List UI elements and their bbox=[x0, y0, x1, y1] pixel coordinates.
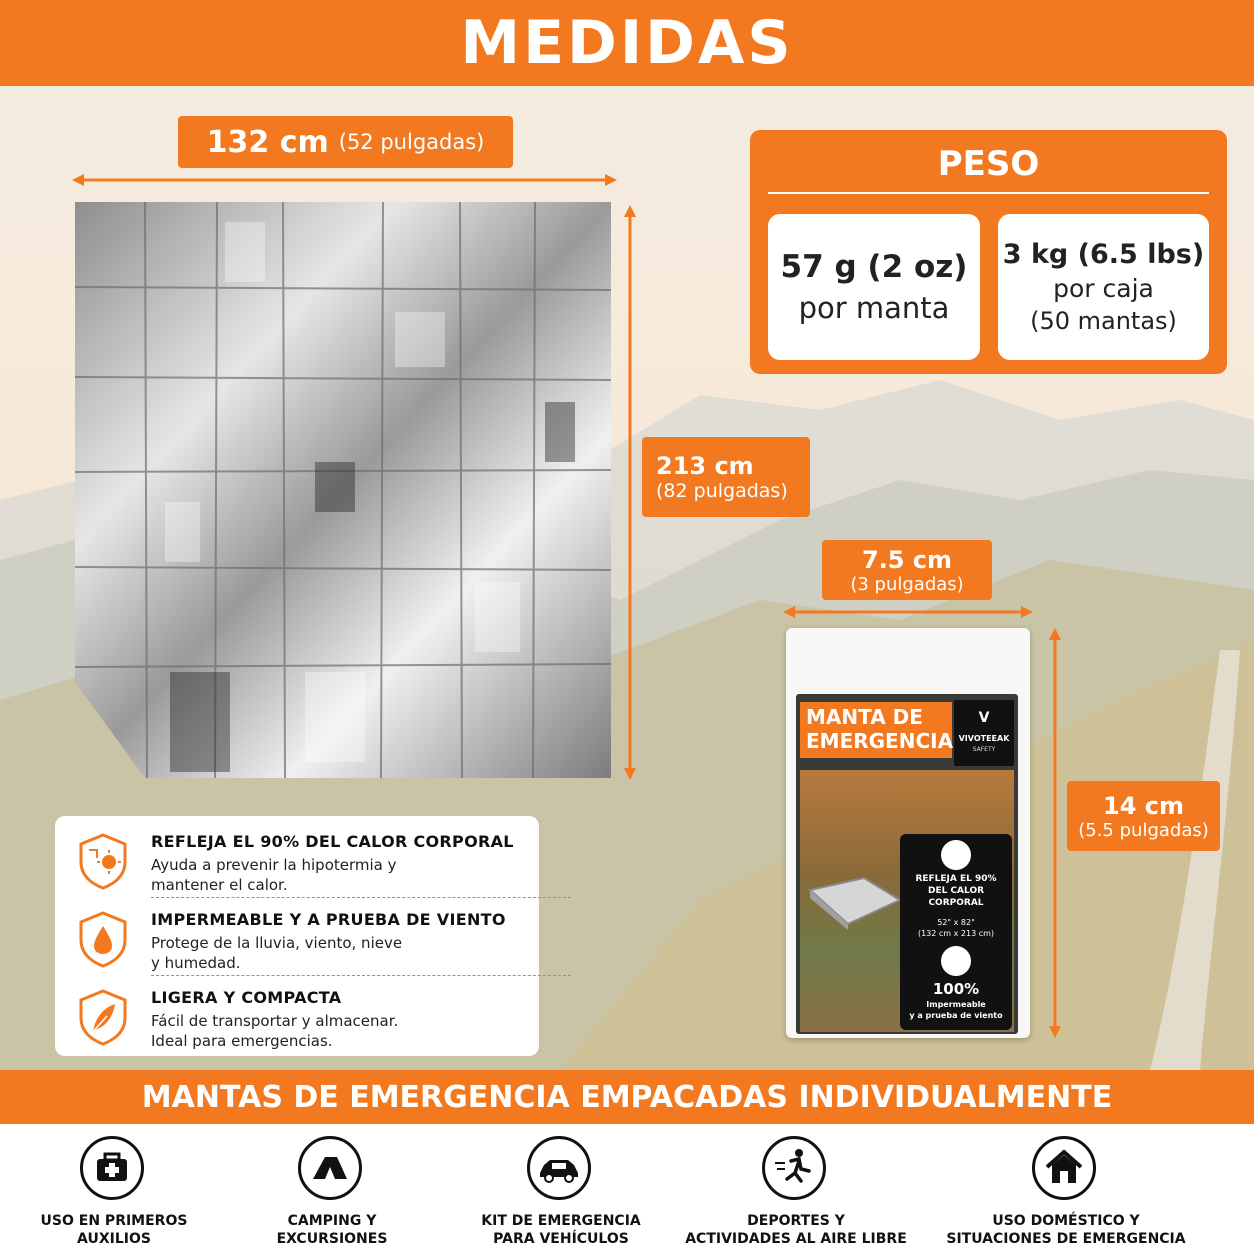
use-label-camping-line-1: CAMPING Y bbox=[287, 1213, 377, 1229]
use-label-sports bbox=[676, 1212, 916, 1248]
use-cases-row bbox=[0, 1124, 1254, 1254]
sun-shield-icon bbox=[77, 832, 129, 890]
feature-desc-light-line-2: Ideal para emergencias. bbox=[151, 1032, 333, 1050]
weight-per-box-count: (50 mantas) bbox=[1030, 307, 1177, 335]
brand-mark-icon: V bbox=[978, 710, 990, 726]
blanket-width-label bbox=[178, 116, 513, 168]
badge-water-1: Impermeable bbox=[926, 1000, 986, 1009]
brand-sub: SAFETY bbox=[972, 746, 996, 753]
use-label-home-line-2: SITUACIONES DE EMERGENCIA bbox=[946, 1231, 1186, 1247]
use-label-home-line-1: USO DOMÉSTICO Y bbox=[992, 1213, 1140, 1229]
water-drop-icon bbox=[77, 910, 129, 968]
weight-title: PESO bbox=[937, 144, 1040, 184]
weight-per-blanket-label: por manta bbox=[798, 291, 950, 325]
weight-panel bbox=[750, 130, 1227, 374]
package-title-box bbox=[800, 702, 952, 758]
weight-per-box-card bbox=[998, 214, 1209, 360]
use-item-vehicle bbox=[441, 1124, 681, 1254]
package-title-line-1: MANTA DE bbox=[806, 705, 923, 729]
use-item-sports bbox=[676, 1124, 916, 1254]
house-icon bbox=[1032, 1136, 1096, 1200]
brand-name: VIVOTEEAK bbox=[958, 734, 1010, 743]
package-height-value: 14 cm bbox=[1103, 791, 1184, 820]
brand-logo bbox=[954, 700, 1014, 766]
feature-desc-waterproof bbox=[151, 933, 511, 973]
weight-per-blanket-value: 57 g (2 oz) bbox=[780, 249, 968, 285]
badge-size-2: (132 cm x 213 cm) bbox=[917, 929, 995, 938]
feature-desc-waterproof-line-2: y humedad. bbox=[151, 954, 241, 972]
car-icon bbox=[527, 1136, 591, 1200]
title-banner bbox=[0, 0, 1254, 86]
water-badge-icon bbox=[941, 946, 971, 976]
use-label-home bbox=[946, 1212, 1186, 1248]
badge-size-1: 52" x 82" bbox=[937, 918, 975, 927]
badge-line-1: REFLEJA EL 90% bbox=[915, 874, 997, 884]
package-height-label bbox=[1067, 781, 1220, 851]
package-height-inches: (5.5 pulgadas) bbox=[1078, 819, 1209, 841]
page-title: MEDIDAS bbox=[460, 8, 794, 78]
feature-desc-waterproof-line-1: Protege de la lluvia, viento, nieve bbox=[151, 934, 403, 952]
feature-item-light bbox=[55, 982, 539, 1058]
feature-desc-reflect-line-1: Ayuda a prevenir la hipotermia y bbox=[151, 856, 397, 874]
feather-icon bbox=[77, 988, 129, 1046]
weight-per-box-label: por caja bbox=[1053, 274, 1154, 303]
reflect-badge-icon bbox=[941, 840, 971, 870]
feature-item-waterproof bbox=[55, 904, 539, 980]
blanket-width-arrow-icon bbox=[72, 170, 617, 190]
package-badge bbox=[900, 834, 1012, 1030]
features-card bbox=[55, 816, 539, 1056]
blanket-height-arrow-icon bbox=[620, 205, 640, 780]
first-aid-kit-icon bbox=[80, 1136, 144, 1200]
package-width-label bbox=[822, 540, 992, 600]
feature-divider bbox=[151, 975, 571, 976]
package-width-inches: (3 pulgadas) bbox=[850, 573, 964, 595]
package-label-card bbox=[796, 694, 1018, 1034]
package-title-line-2: EMERGENCIA bbox=[806, 729, 954, 753]
runner-icon bbox=[762, 1136, 826, 1200]
emergency-blanket-image bbox=[75, 202, 611, 778]
tent-icon bbox=[298, 1136, 362, 1200]
use-label-first-aid-line-2: AUXILIOS bbox=[77, 1231, 151, 1247]
use-item-camping bbox=[212, 1124, 452, 1254]
use-label-first-aid-line-1: USO EN PRIMEROS bbox=[40, 1213, 188, 1229]
blanket-width-value: 132 cm bbox=[206, 124, 329, 160]
use-item-first-aid bbox=[0, 1124, 234, 1254]
use-label-vehicle-line-1: KIT DE EMERGENCIA bbox=[481, 1213, 641, 1229]
use-label-sports-line-2: ACTIVIDADES AL AIRE LIBRE bbox=[685, 1231, 907, 1247]
bottom-banner bbox=[0, 1070, 1254, 1124]
package-image bbox=[786, 628, 1030, 1038]
feature-desc-light-line-1: Fácil de transportar y almacenar. bbox=[151, 1012, 399, 1030]
weight-per-blanket-card bbox=[768, 214, 980, 360]
package-width-value: 7.5 cm bbox=[861, 545, 953, 574]
feature-divider bbox=[151, 897, 571, 898]
folded-blanket-icon bbox=[804, 872, 904, 932]
blanket-height-inches: (82 pulgadas) bbox=[656, 480, 788, 502]
badge-line-2: DEL CALOR bbox=[927, 886, 985, 896]
use-item-home bbox=[946, 1124, 1186, 1254]
feature-desc-reflect bbox=[151, 855, 511, 895]
blanket-width-inches: (52 pulgadas) bbox=[338, 130, 485, 154]
feature-title-waterproof: IMPERMEABLE Y A PRUEBA DE VIENTO bbox=[151, 910, 506, 929]
use-label-vehicle-line-2: PARA VEHÍCULOS bbox=[493, 1231, 629, 1247]
feature-title-light: LIGERA Y COMPACTA bbox=[151, 988, 342, 1007]
feature-title-reflect: REFLEJA EL 90% DEL CALOR CORPORAL bbox=[151, 832, 514, 851]
use-label-first-aid bbox=[0, 1212, 234, 1248]
badge-water-2: y a prueba de viento bbox=[909, 1011, 1003, 1020]
use-label-camping bbox=[212, 1212, 452, 1248]
feature-desc-light bbox=[151, 1011, 511, 1051]
badge-line-3: CORPORAL bbox=[928, 898, 984, 908]
weight-per-box-value: 3 kg (6.5 lbs) bbox=[1002, 239, 1205, 270]
feature-item-reflect bbox=[55, 826, 539, 902]
bottom-banner-text: MANTAS DE EMERGENCIA EMPACADAS INDIVIDUALMENTE bbox=[141, 1079, 1113, 1115]
use-label-vehicle bbox=[441, 1212, 681, 1248]
use-label-sports-line-1: DEPORTES Y bbox=[747, 1213, 845, 1229]
badge-percent: 100% bbox=[932, 980, 980, 998]
blanket-height-value: 213 cm bbox=[656, 452, 754, 480]
feature-desc-reflect-line-2: mantener el calor. bbox=[151, 876, 288, 894]
package-height-arrow-icon bbox=[1045, 628, 1065, 1038]
weight-divider bbox=[768, 192, 1209, 194]
package-width-arrow-icon bbox=[783, 602, 1033, 622]
blanket-height-label bbox=[642, 437, 810, 517]
use-label-camping-line-2: EXCURSIONES bbox=[276, 1231, 388, 1247]
